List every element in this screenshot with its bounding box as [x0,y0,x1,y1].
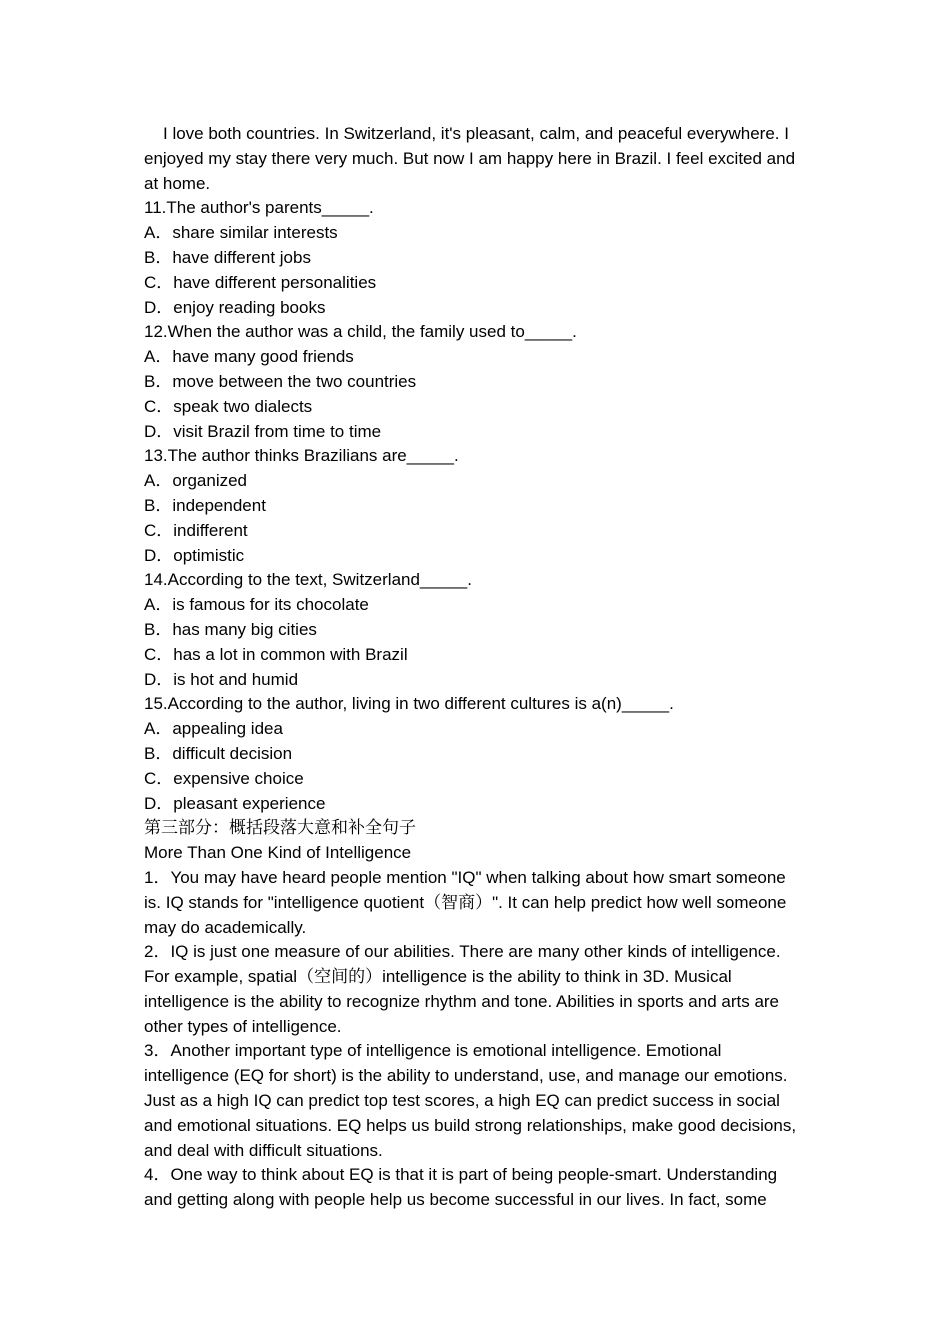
option-c: C．have different personalities [144,272,377,292]
option-c: C．has a lot in common with Brazil [144,644,408,664]
question-14 [144,568,806,692]
section-heading: 第三部分：概括段落大意和补全句子 [144,818,416,839]
option-b: B．has many big cities [144,619,317,639]
option-a: A．have many good friends [144,347,354,367]
question-13 [144,444,806,568]
option-a: A．share similar interests [144,223,338,243]
question-stem: 12.When the author was a child, the family used to_____. [144,322,577,342]
option-d: D．visit Brazil from time to time [144,421,382,441]
option-c: C．expensive choice [144,768,304,788]
option-b: B．have different jobs [144,247,311,267]
option-a: A．appealing idea [144,719,283,739]
option-b: B．difficult decision [144,743,293,763]
article-title: More Than One Kind of Intelligence [144,843,412,863]
article-paragraph-2: 2．IQ is just one measure of our abilities. There are many other kinds of intelligence. For example, spatial（空间的）intelligence is the ability to think in 3D. Musical intelligence is the ability to recognize rhythm and tone. Abilities in sports and arts are other types of intelligence. [144,942,781,1036]
question-stem: 13.The author thinks Brazilians are_____. [144,446,459,466]
option-d: D．is hot and humid [144,669,299,689]
intro-paragraph: I love both countries. In Switzerland, it's pleasant, calm, and peaceful everywhere. I enjoyed my stay there very much. But now I am happy here in Brazil. I feel excited and at home. [144,124,796,193]
article-paragraph-4: 4．One way to think about EQ is that it is part of being people-smart. Understanding and getting along with people help us become successful in our lives. In fact, some [144,1165,778,1210]
article-paragraph-1: 1．You may have heard people mention "IQ" when talking about how smart someone is. IQ stands for "intelligence quotient（智商）". It can help predict how well someone may do academically. [144,867,787,937]
option-b: B．move between the two countries [144,371,417,391]
question-12 [144,320,806,444]
option-b: B．independent [144,495,266,515]
option-d: D．pleasant experience [144,793,326,813]
article-paragraph-3: 3．Another important type of intelligence is emotional intelligence. Emotional intelligence (EQ for short) is the ability to understand, use, and manage our emotions. Just as a high IQ can predict top test scores, a high EQ can predict success in social and emotional situations. EQ helps us build strong relationships, make good decisions, and deal with difficult situations. [144,1041,797,1160]
option-a: A．organized [144,471,248,491]
question-stem: 14.According to the text, Switzerland_____. [144,570,472,590]
question-stem: 15.According to the author, living in two different cultures is a(n)_____. [144,694,674,714]
question-15 [144,692,806,816]
option-c: C．speak two dialects [144,396,313,416]
option-a: A．is famous for its chocolate [144,595,369,615]
option-c: C．indifferent [144,520,248,540]
question-stem: 11.The author's parents_____. [144,198,374,218]
option-d: D．optimistic [144,545,245,565]
question-11 [144,196,806,320]
option-d: D．enjoy reading books [144,297,326,317]
document-body [144,122,806,1213]
